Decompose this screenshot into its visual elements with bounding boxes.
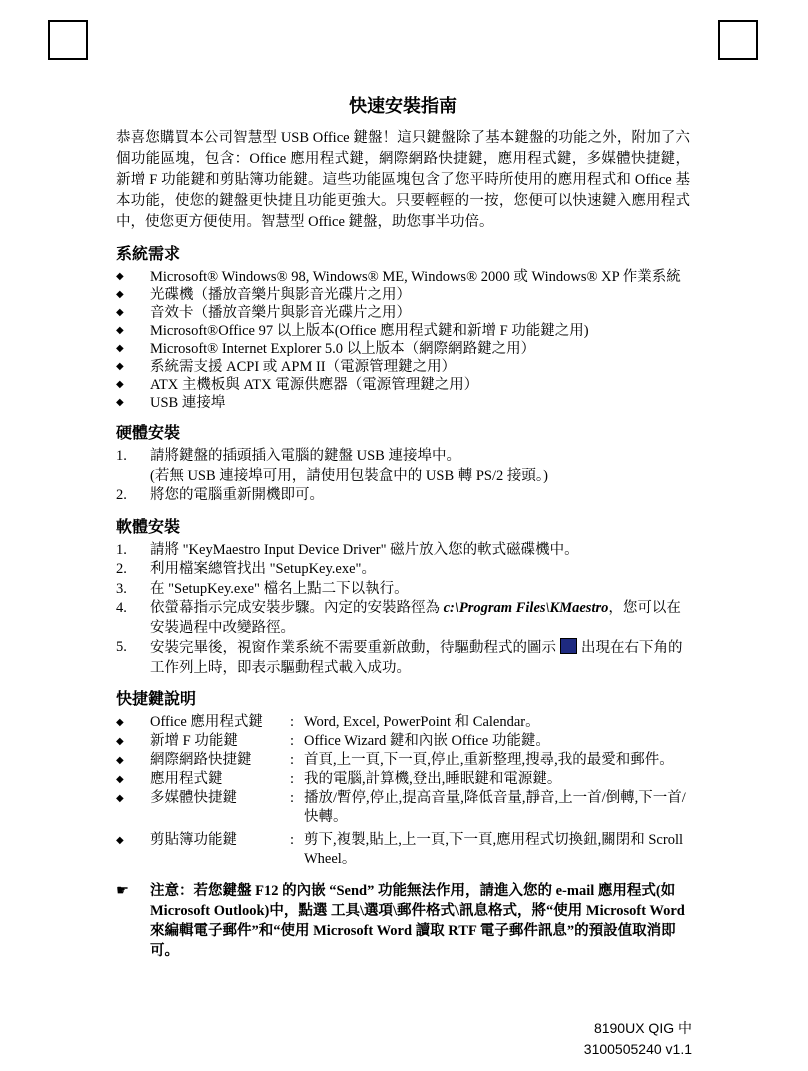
diamond-bullet-icon: ◆ (116, 397, 124, 408)
list-item: ◆ Microsoft® Internet Explorer 5.0 以上版本（網際網路鍵之用） (116, 341, 536, 357)
system-requirements-list (116, 268, 690, 412)
diamond-bullet-icon: ◆ (116, 717, 124, 728)
list-item: 4. 依螢幕指示完成安裝步驟。內定的安裝路徑為 c:\Program Files\KMaestro，您可以在安裝過程中改變路徑。 (116, 600, 681, 636)
page-title: 快速安裝指南 (349, 96, 457, 116)
diamond-bullet-icon: ◆ (116, 793, 124, 804)
list-item: 1. 請將 "KeyMaestro Input Device Driver" 磁片放入您的軟式磁碟機中。 (116, 541, 579, 558)
software-install-steps (116, 541, 690, 679)
diamond-bullet-icon: ◆ (116, 307, 124, 318)
list-item: 1. 請將鍵盤的插頭插入電腦的鍵盤 USB 連接埠中。 (若無 USB 連接埠可用，請使用包裝盒中的 USB 轉 PS/2 接頭。) (116, 448, 548, 484)
list-item: ◆ Microsoft® Windows® 98, Windows® ME, Windows® 2000 或 Windows® XP 作業系統 (116, 269, 681, 285)
list-item: ◆ 網際網路快捷鍵 : 首頁,上一頁,下一頁,停止,重新整理,搜尋,我的最愛和郵件。 (116, 752, 674, 768)
list-item: ◆ Office 應用程式鍵 : Word, Excel, PowerPoint 和 Calendar。 (116, 714, 540, 730)
list-item: ◆ 應用程式鍵 : 我的電腦,計算機,登出,睡眠鍵和電源鍵。 (116, 771, 562, 787)
list-item: 2. 利用檔案總管找出 "SetupKey.exe"。 (116, 561, 376, 577)
hotkeys-heading: 快捷鍵說明 (116, 689, 197, 708)
install-path: c:\Program Files\KMaestro (443, 600, 609, 616)
diamond-bullet-icon: ◆ (116, 755, 124, 766)
list-item: 3. 在 "SetupKey.exe" 檔名上點二下以執行。 (116, 580, 409, 597)
software-install-heading: 軟體安裝 (116, 516, 181, 536)
hardware-install-steps (116, 447, 690, 506)
footer-line-part-number: 3100505240 v1.1 (583, 1041, 692, 1057)
list-item: 2. 將您的電腦重新開機即可。 (116, 487, 324, 503)
list-item: ◆ 多媒體快捷鍵 : 播放/暫停,停止,提高音量,降低音量,靜音,上一首/倒轉,下一首/快轉。 (116, 790, 686, 825)
diamond-bullet-icon: ◆ (116, 774, 124, 785)
footer-line-model: 8190UX QIG 中 (593, 1020, 692, 1036)
list-item: ◆ 系統需支援 ACPI 或 APM II（電源管理鍵之用） (116, 359, 457, 375)
diamond-bullet-icon: ◆ (116, 361, 124, 372)
list-item: ◆ USB 連接埠 (116, 395, 226, 411)
list-item: ◆ 剪貼簿功能鍵 : 剪下,複製,貼上,上一頁,下一頁,應用程式切換鈕,關閉和 Scroll Wheel。 (116, 832, 684, 867)
diamond-bullet-icon: ◆ (116, 835, 124, 846)
corner-mark-left (48, 20, 88, 60)
hotkeys-list (116, 713, 690, 869)
hardware-install-heading: 硬體安裝 (116, 423, 181, 442)
list-item: ◆ 新增 F 功能鍵 : Office Wizard 鍵和內嵌 Office 功能鍵。 (116, 733, 550, 749)
pointing-hand-icon: ☛ (116, 883, 129, 899)
document-page (116, 92, 690, 961)
list-item: ◆ 光碟機（播放音樂片與影音光碟片之用） (116, 287, 411, 303)
diamond-bullet-icon: ◆ (116, 325, 124, 336)
diamond-bullet-icon: ◆ (116, 379, 124, 390)
intro-paragraph: 恭喜您購買本公司智慧型 USB Office 鍵盤！這只鍵盤除了基本鍵盤的功能之外，附加了六個功能區塊，包含：Office 應用程式鍵，網際網路快捷鍵，應用程式鍵，多媒體快捷鍵，新增 F 功能鍵和剪貼簿功能鍵。這些功能區塊包含了您平時所使用的應用程式和 Office 基本功能，使您的鍵盤更快捷且功能更強大。只要輕輕的一按，您便可以快速鍵入應用程式中，使您更方便使用。智慧型 Office 鍵盤，助您事半功倍。 (116, 130, 690, 230)
list-item: 5. 安裝完畢後，視窗作業系統不需要重新啟動，待驅動程式的圖示 出現在右下角的工作列上時，即表示驅動程式載入成功。 (116, 639, 683, 676)
note-paragraph: ☛ 注意：若您鍵盤 F12 的內嵌 “Send” 功能無法作用，請進入您的 e-mail 應用程式(如 Microsoft Outlook)中，點選 工具\選項\郵件格式\訊息格式，將“使用 Microsoft Word 來編輯電子郵件”和“使用 Microsoft Word 讀取 RTF 電子郵件訊息”的預設值取消即可。 (116, 883, 685, 959)
diamond-bullet-icon: ◆ (116, 343, 124, 354)
system-requirements-heading: 系統需求 (116, 244, 181, 263)
corner-mark-right (718, 20, 758, 60)
list-item: ◆ ATX 主機板與 ATX 電源供應器（電源管理鍵之用） (116, 377, 479, 393)
footer-doc-id (560, 1018, 692, 1060)
diamond-bullet-icon: ◆ (116, 289, 124, 300)
diamond-bullet-icon: ◆ (116, 271, 124, 282)
list-item: ◆ Microsoft®Office 97 以上版本(Office 應用程式鍵和新增 F 功能鍵之用) (116, 323, 589, 339)
driver-tray-icon (560, 638, 577, 654)
list-item: ◆ 音效卡（播放音樂片與影音光碟片之用） (116, 305, 411, 321)
diamond-bullet-icon: ◆ (116, 736, 124, 747)
